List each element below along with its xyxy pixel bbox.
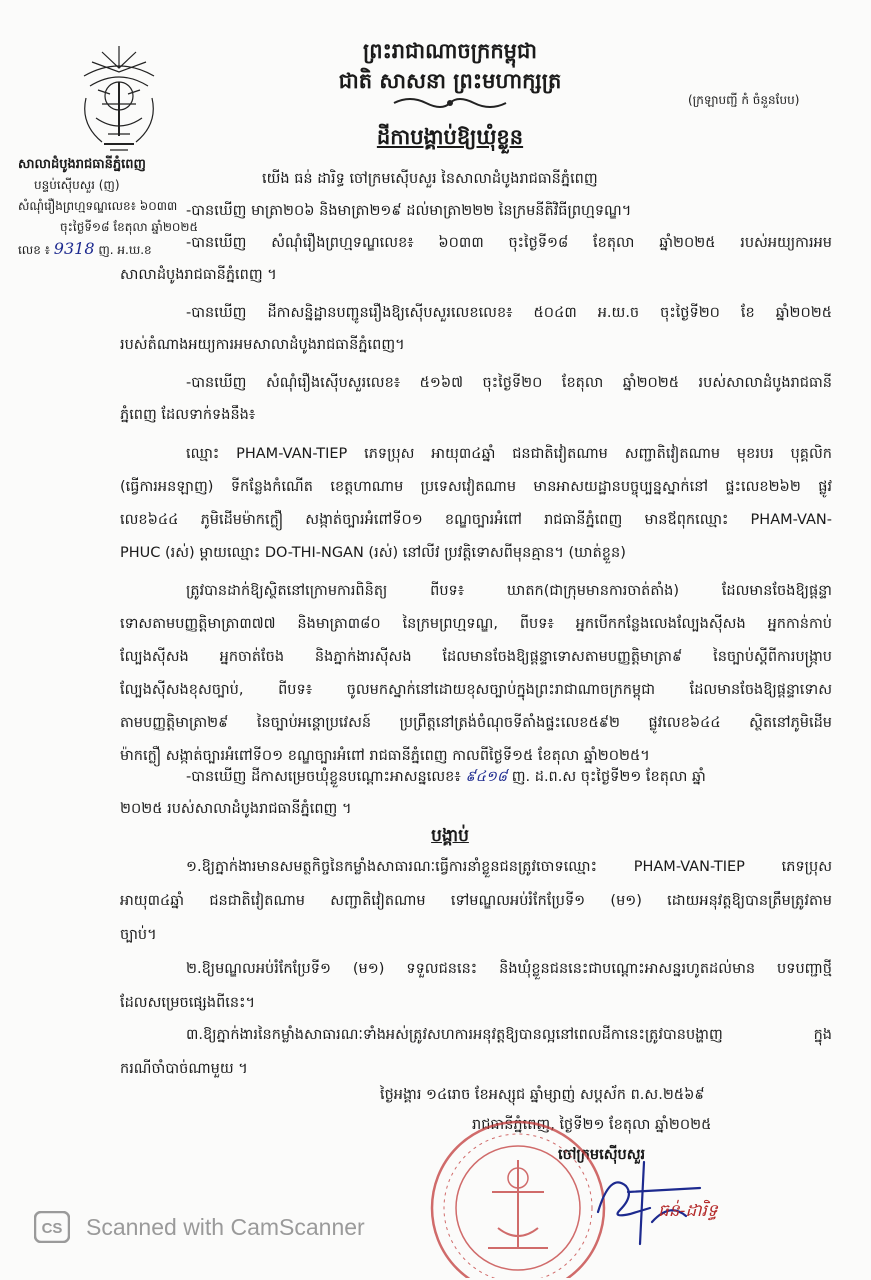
charges-line: ល្បែងស៊ីសងខុសច្បាប់, ពីបទ៖ ចូលមកស្នាក់នៅដោយខុសច្បាប់ក្នុងព្រះរាជាណាចក្រកម្ពុជា ដែលមានចែងឱ្យផ្តន្ទាទោស	[120, 682, 832, 698]
place-date: រាជធានីភ្នំពេញ, ថ្ងៃទី២១ ខែតុលា ឆ្នាំ២០២៥	[472, 1117, 712, 1133]
issuer-office: បន្ទប់ស៊ើបសួរ (ញ)	[34, 178, 120, 192]
signer-role: ចៅក្រមស៊ើបសួរ	[558, 1147, 646, 1163]
order-line: ច្បាប់។	[120, 927, 157, 943]
court-emblem-logo	[72, 38, 166, 156]
document-title: ដីកាបង្គាប់ឱ្យឃុំខ្លួន	[376, 125, 524, 149]
consideration-line: -បានឃើញ សំណុំរឿងព្រហ្មទណ្ឌលេខ៖ ៦០៣៣ ចុះថ្ងៃទី១៨ ខែតុលា ឆ្នាំ២០២៥ របស់អយ្យការអម	[186, 235, 832, 251]
detention-order-line2: ២០២៥ របស់សាលាដំបូងរាជធានីភ្នំពេញ ។	[120, 801, 352, 817]
charges-line: ទោសតាមបញ្ញត្តិមាត្រា៣៧៧ និងមាត្រា៣៨០ នៃក្រមព្រហ្មទណ្ឌ, ពីបទ៖ អ្នកបើកកន្លែងលេងល្បែងស៊ីសង អ្នកកាន់កាប់	[120, 616, 832, 632]
issuer-order-number	[18, 238, 198, 261]
order-number-handwritten: 9318	[53, 239, 95, 258]
order-line: ករណីចាំបាច់ណាមួយ ។	[120, 1061, 248, 1077]
consideration-line: សាលាដំបូងរាជធានីភ្នំពេញ ។	[120, 267, 277, 283]
consideration-line: ភ្នំពេញ ដែលទាក់ទងនឹង៖	[120, 407, 256, 423]
charges-line: ត្រូវបានដាក់ឱ្យស្ថិតនៅក្រោមការពិនិត្យ ពីបទ៖ ឃាតក(ជាក្រុមមានការចាត់តាំង) ដែលមានចែងឱ្យផ្តន្ទា	[186, 583, 832, 599]
orders-title: បង្គាប់	[431, 826, 469, 846]
intro-line: យើង ធន់ ដារិទ្ធ ចៅក្រមស៊ើបសួរ នៃសាលាដំបូងរាជធានីភ្នំពេញ	[262, 171, 598, 187]
order-line: ២.ឱ្យមណ្ឌលអប់រំកែប្រែទី១ (ម១) ទទួលជននេះ និងឃុំខ្លួនជននេះជាបណ្តោះអាសន្នរហូតដល់មាន បទបញ្ជាថ្មី	[186, 961, 832, 977]
kingdom-heading: ព្រះរាជាណាចក្រកម្ពុជា	[362, 39, 537, 63]
consideration-line: -បានឃើញ មាត្រា២០៦ និងមាត្រា២១៩ ដល់មាត្រា២២២ នៃក្រមនីតិវិធីព្រហ្មទណ្ឌ។	[186, 203, 632, 219]
camscanner-watermark-text: Scanned with CamScanner	[86, 1214, 365, 1240]
detention-suffix: ញ. ដ.ព.ស ចុះថ្ងៃទី២១ ខែតុលា ឆ្នាំ	[507, 769, 706, 785]
order-line: ៣.ឱ្យភ្នាក់ងារនៃកម្លាំងសាធារណៈទាំងអស់ត្រូវសហការអនុវត្តឱ្យបានល្អនៅពេលដីកានេះត្រូវបានបង្ហាញ ក្នុង	[186, 1027, 832, 1043]
consideration-line: របស់តំណាងអយ្យការអមសាលាដំបូងរាជធានីភ្នំពេញ។	[120, 337, 405, 353]
court-seal-stamp	[418, 1108, 614, 1278]
charges-line: ល្បែងស៊ីសង អ្នកចាត់ចែង និងភ្នាក់ងារស៊ីសង ដែលមានចែងឱ្យផ្តន្ទាទោសតាមបញ្ញត្តិមាត្រា៩ នៃច្បាប់ស្តីពីការបង្ក្រាប	[120, 649, 832, 665]
order-line: ដែលសម្រេចផ្សេងពីនេះ។	[120, 995, 256, 1011]
detention-prefix: -បានឃើញ ដីកាសម្រេចឃុំខ្លួនបណ្តោះអាសន្នលេខ៖	[186, 769, 466, 785]
order-number-suffix: ញ. អ.ឃ.ខ	[98, 243, 152, 257]
order-number-label: លេខ ៖	[18, 243, 50, 257]
consideration-line: -បានឃើញ ដីកាសន្និដ្ឋានបញ្ជូនរឿងឱ្យស៊ើបសួរលេខលេខ៖ ៥០៤៣ អ.យ.ច ចុះថ្ងៃទី២០ ខែ ឆ្នាំ២០២៥	[186, 305, 832, 321]
issuer-block	[18, 154, 198, 261]
charges-line: តាមបញ្ញត្តិមាត្រា២៩ នៃច្បាប់អន្តោប្រវេសន៍ ប្រព្រឹត្តនៅត្រង់ចំណុចទីតាំងផ្ទះលេខ៥៩២ ផ្លូវលេខ៦៤៤ ស្ថិតនៅភូមិដើម	[120, 715, 832, 731]
detention-number-handwritten: ៩៤១៨	[465, 769, 508, 785]
accused-line: (ធ្វើការអនឡាញ) ទីកន្លែងកំណើត ខេត្តហាណាម ប្រទេសវៀតណាម មានអាសយដ្ឋានបច្ចុប្បន្នស្នាក់នៅ ផ្ទះលេខ២៦២ ផ្លូវ	[120, 479, 832, 495]
detention-order-line	[186, 768, 706, 789]
consideration-line: -បានឃើញ សំណុំរឿងស៊ើបសួរលេខ៖ ៥១៦៧ ចុះថ្ងៃទី២០ ខែតុលា ឆ្នាំ២០២៥ របស់សាលាដំបូងរាជធានី	[186, 375, 832, 391]
accused-line: លេខ៦៤៤ ភូមិដើមម៉ាកក្លឿ សង្កាត់ច្បារអំពៅទី០១ ខណ្ឌច្បារអំពៅ រាជធានីភ្នំពេញ មានឪពុកឈ្មោះ PHAM-VAN-	[120, 512, 832, 528]
registry-note: (ក្រឡាបញ្ជី កំ ចំនួនបែប)	[688, 93, 800, 107]
issuer-date: ចុះថ្ងៃទី១៨ ខែតុលា ឆ្នាំ២០២៥	[60, 220, 198, 234]
issuer-case-file: សំណុំរឿងព្រហ្មទណ្ឌលេខ៖ ៦០៣៣	[18, 199, 178, 213]
charges-line: ម៉ាកក្លឿ សង្កាត់ច្បារអំពៅទី០១ ខណ្ឌច្បារអំពៅ រាជធានីភ្នំពេញ កាលពីថ្ងៃទី១៥ ខែតុលា ឆ្នាំ២០២៥។	[120, 748, 650, 764]
ornament-divider	[390, 95, 510, 111]
order-line: អាយុ៣៤ឆ្នាំ ជនជាតិវៀតណាម សញ្ជាតិវៀតណាម ទៅមណ្ឌលអប់រំកែប្រែទី១ (ម១) ដោយអនុវត្តឱ្យបានត្រឹមត្រូវតាម	[120, 893, 832, 909]
signer-name: ធន់-ដារិទ្ធ	[658, 1201, 718, 1221]
lunar-date: ថ្ងៃអង្គារ ១៤រោច ខែអស្សុជ ឆ្នាំម្សាញ់ សប្តស័ក ព.ស.២៥៦៩	[380, 1087, 705, 1103]
issuer-court: សាលាដំបូងរាជធានីភ្នំពេញ	[18, 157, 146, 172]
accused-line: ឈ្មោះ PHAM-VAN-TIEP ភេទប្រុស អាយុ៣៤ឆ្នាំ ជនជាតិវៀតណាម សញ្ជាតិវៀតណាម មុខរបរ បុគ្គលិក	[186, 446, 832, 462]
accused-line: PHUC (រស់) ម្តាយឈ្មោះ DO-THI-NGAN (រស់) នៅលីវ ប្រវត្តិទោសពីមុនគ្មាន។ (ឃាត់ខ្លួន)	[120, 545, 626, 561]
camscanner-logo-icon	[34, 1211, 70, 1243]
national-motto: ជាតិ សាសនា ព្រះមហាក្សត្រ	[338, 69, 562, 93]
order-line: ១.ឱ្យភ្នាក់ងារមានសមត្ថកិច្ចនៃកម្លាំងសាធារណៈធ្វើការនាំខ្លួនជនត្រូវចោទឈ្មោះ PHAM-VAN-TIEP ភេទប្រុស	[186, 859, 832, 875]
camscanner-logo-text: CS	[41, 1220, 63, 1237]
